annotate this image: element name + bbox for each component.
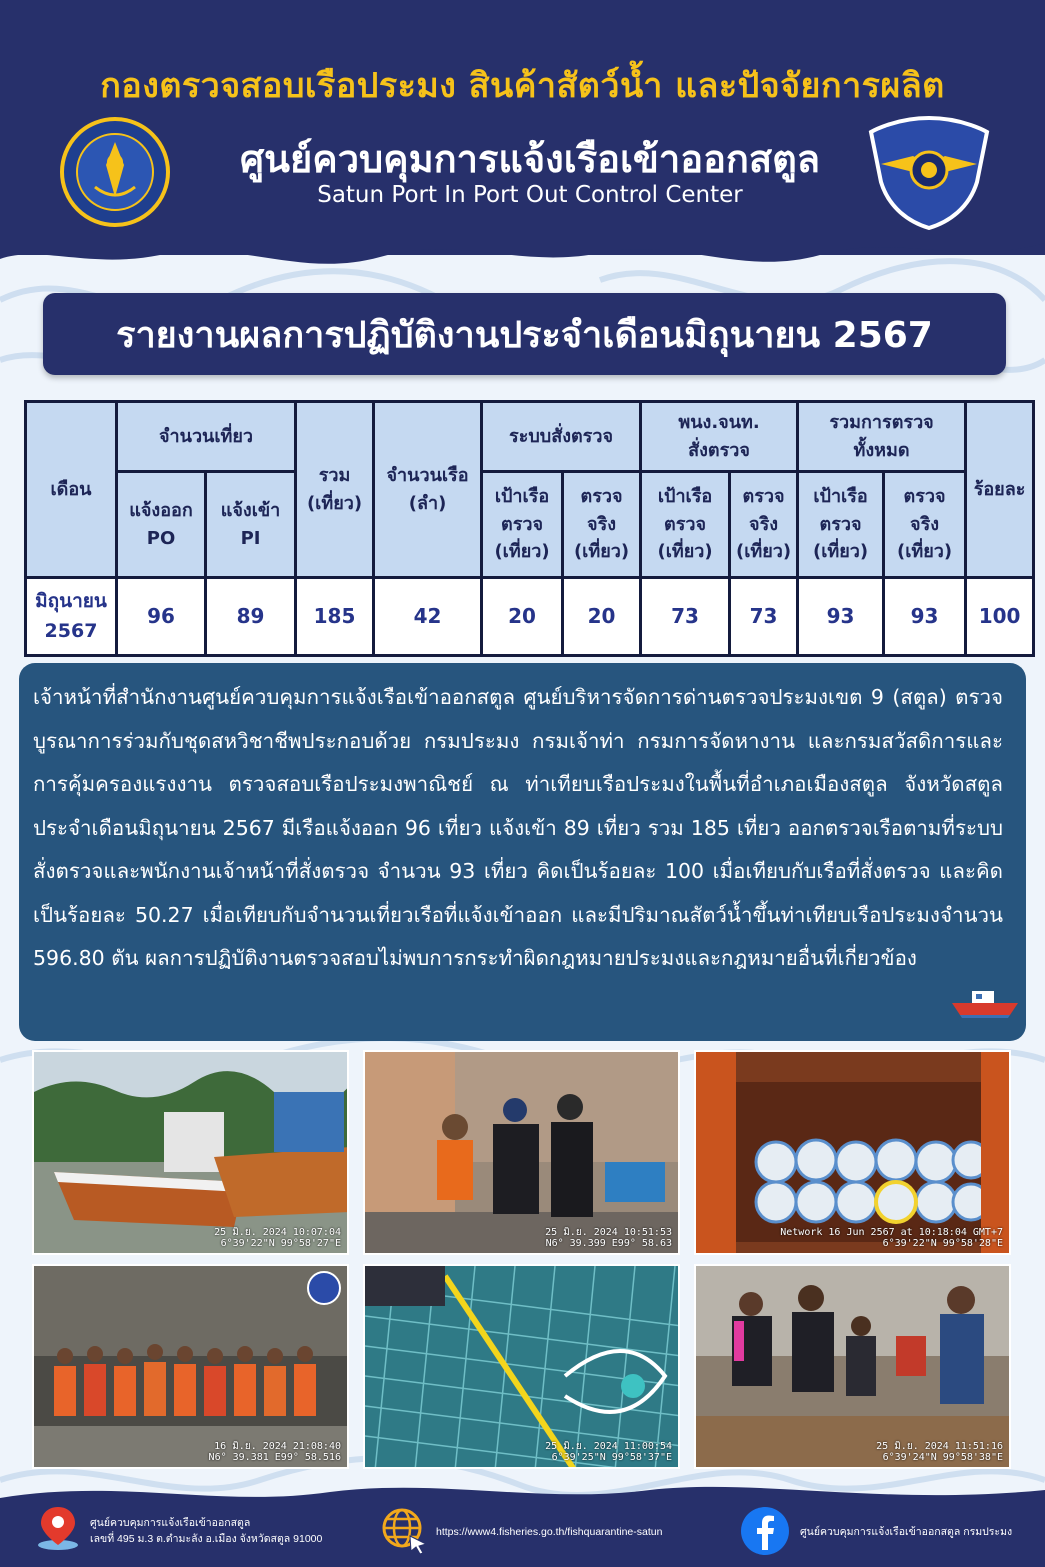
cell-all-actual: 93 bbox=[884, 578, 966, 656]
header-boats: จำนวนเรือ (ลำ) bbox=[374, 402, 482, 578]
cell-all-target: 93 bbox=[798, 578, 884, 656]
center-name-english: Satun Port In Port Out Control Center bbox=[317, 182, 743, 208]
department-of-fisheries-logo bbox=[60, 117, 170, 227]
header-po: แจ้งออก PO bbox=[117, 472, 206, 578]
header-officer-actual: ตรวจ จริง (เที่ยว) bbox=[730, 472, 798, 578]
header-system-inspection: ระบบสั่งตรวจ bbox=[482, 402, 641, 472]
cell-percent: 100 bbox=[966, 578, 1034, 656]
photo-stamp: 16 มิ.ย. 2024 21:08:40 N6° 39.381 E99° 58.516 bbox=[208, 1441, 341, 1463]
cell-officer-target: 73 bbox=[641, 578, 730, 656]
division-title: กองตรวจสอบเรือประมง สินค้าสัตว์น้ำ และปัจจัยการผลิต bbox=[100, 66, 945, 106]
photo-stamp: 25 มิ.ย. 2024 10:51:53 N6° 39.399 E99° 58.63 bbox=[545, 1227, 672, 1249]
header-officer-inspection: พนง.จนท. สั่งตรวจ bbox=[641, 402, 798, 472]
facebook-icon[interactable] bbox=[740, 1506, 790, 1556]
photo-stamp: Network 16 Jun 2567 at 10:18:04 GMT+7 6°39'22"N 99°58'28"E bbox=[780, 1227, 1003, 1249]
report-title: รายงานผลการปฏิบัติงานประจำเดือนมิถุนายน 2567 bbox=[43, 293, 1006, 375]
header-month: เดือน bbox=[26, 402, 117, 578]
photo-stamp: 25 มิ.ย. 2024 10:07:04 6°39'22"N 99°58'27"E bbox=[214, 1227, 341, 1249]
photo-officers bbox=[694, 1264, 1011, 1469]
cell-pi: 89 bbox=[206, 578, 296, 656]
table-row bbox=[26, 578, 1034, 656]
cell-officer-actual: 73 bbox=[730, 578, 798, 656]
photo-fish-hold bbox=[694, 1050, 1011, 1255]
cell-system-actual: 20 bbox=[563, 578, 641, 656]
header-trips: จำนวนเที่ยว bbox=[117, 402, 296, 472]
cell-system-target: 20 bbox=[482, 578, 563, 656]
center-name-thai: ศูนย์ควบคุมการแจ้งเรือเข้าออกสตูล bbox=[239, 137, 821, 181]
photo-stamp: 25 มิ.ย. 2024 11:51:16 6°39'24"N 99°58'38"E bbox=[876, 1441, 1003, 1463]
header-officer-target: เป้าเรือ ตรวจ (เที่ยว) bbox=[641, 472, 730, 578]
header-pi: แจ้งเข้า PI bbox=[206, 472, 296, 578]
photo-crew bbox=[32, 1264, 349, 1469]
boat-icon bbox=[950, 985, 1020, 1021]
fishery-inspection-logo bbox=[865, 112, 993, 230]
cell-total: 185 bbox=[296, 578, 374, 656]
facebook-page-name[interactable]: ศูนย์ควบคุมการแจ้งเรือเข้าออกสตูล กรมประมง bbox=[800, 1526, 1013, 1538]
header-system-actual: ตรวจ จริง (เที่ยว) bbox=[563, 472, 641, 578]
photo-stamp: 25 มิ.ย. 2024 11:00:54 6°39'25"N 99°58'37"E bbox=[545, 1441, 672, 1463]
header-total: รวม (เที่ยว) bbox=[296, 402, 374, 578]
globe-icon[interactable] bbox=[380, 1506, 430, 1556]
header-percent: ร้อยละ bbox=[966, 402, 1034, 578]
header-system-target: เป้าเรือ ตรวจ (เที่ยว) bbox=[482, 472, 563, 578]
photo-net bbox=[363, 1264, 680, 1469]
cell-month: มิถุนายน 2567 bbox=[26, 578, 117, 656]
website-link[interactable]: https://www4.fisheries.go.th/fishquarantine-satun bbox=[436, 1526, 663, 1538]
summary-paragraph: เจ้าหน้าที่สำนักงานศูนย์ควบคุมการแจ้งเรือเข้าออกสตูล ศูนย์บริหารจัดการด่านตรวจประมงเขต 9 (สตูล) ตรวจบูรณาการร่วมกับชุดสหวิชาชีพประกอบด้วย กรมประมง กรมเจ้าท่า กรมการจัดหางาน และกรมสวัสดิการและการคุ้มครองแรงงาน ตรวจสอบเรือประมงพาณิชย์ ณ ท่าเทียบเรือประมงในพื้นที่อำเภอเมืองสตูล จังหวัดสตูล ประจำเดือนมิถุนายน 2567 มีเรือแจ้งออก 96 เที่ยว แจ้งเข้า 89 เที่ยว รวม 185 เที่ยว ออกตรวจเรือตามที่ระบบสั่งตรวจและพนักงานเจ้าหน้าที่สั่งตรวจ จำนวน 93 เที่ยว คิดเป็นร้อยละ 100 เมื่อเทียบกับเรือที่สั่งตรวจ และคิดเป็นร้อยละ 50.27 เมื่อเทียบกับจำนวนเที่ยวเรือที่แจ้งเข้าออก และมีปริมาณสัตว์น้ำขึ้นท่าเทียบเรือประมงจำนวน 596.80 ตัน ผลการปฏิบัติงานตรวจสอบไม่พบการกระทำผิดกฎหมายประมงและกฎหมายอื่นที่เกี่ยวข้อง bbox=[33, 685, 1003, 970]
header-all-inspection: รวมการตรวจ ทั้งหมด bbox=[798, 402, 966, 472]
header-all-actual: ตรวจ จริง (เที่ยว) bbox=[884, 472, 966, 578]
monthly-stats-table bbox=[24, 400, 1035, 657]
photo-inspection bbox=[363, 1050, 680, 1255]
cell-boats: 42 bbox=[374, 578, 482, 656]
footer-address: ศูนย์ควบคุมการแจ้งเรือเข้าออกสตูล เลขที่ 495 ม.3 ต.ตำมะลัง อ.เมือง จังหวัดสตูล 91000 bbox=[90, 1517, 323, 1545]
cell-po: 96 bbox=[117, 578, 206, 656]
photo-boats bbox=[32, 1050, 349, 1255]
header-all-target: เป้าเรือ ตรวจ (เที่ยว) bbox=[798, 472, 884, 578]
location-icon bbox=[35, 1505, 81, 1551]
